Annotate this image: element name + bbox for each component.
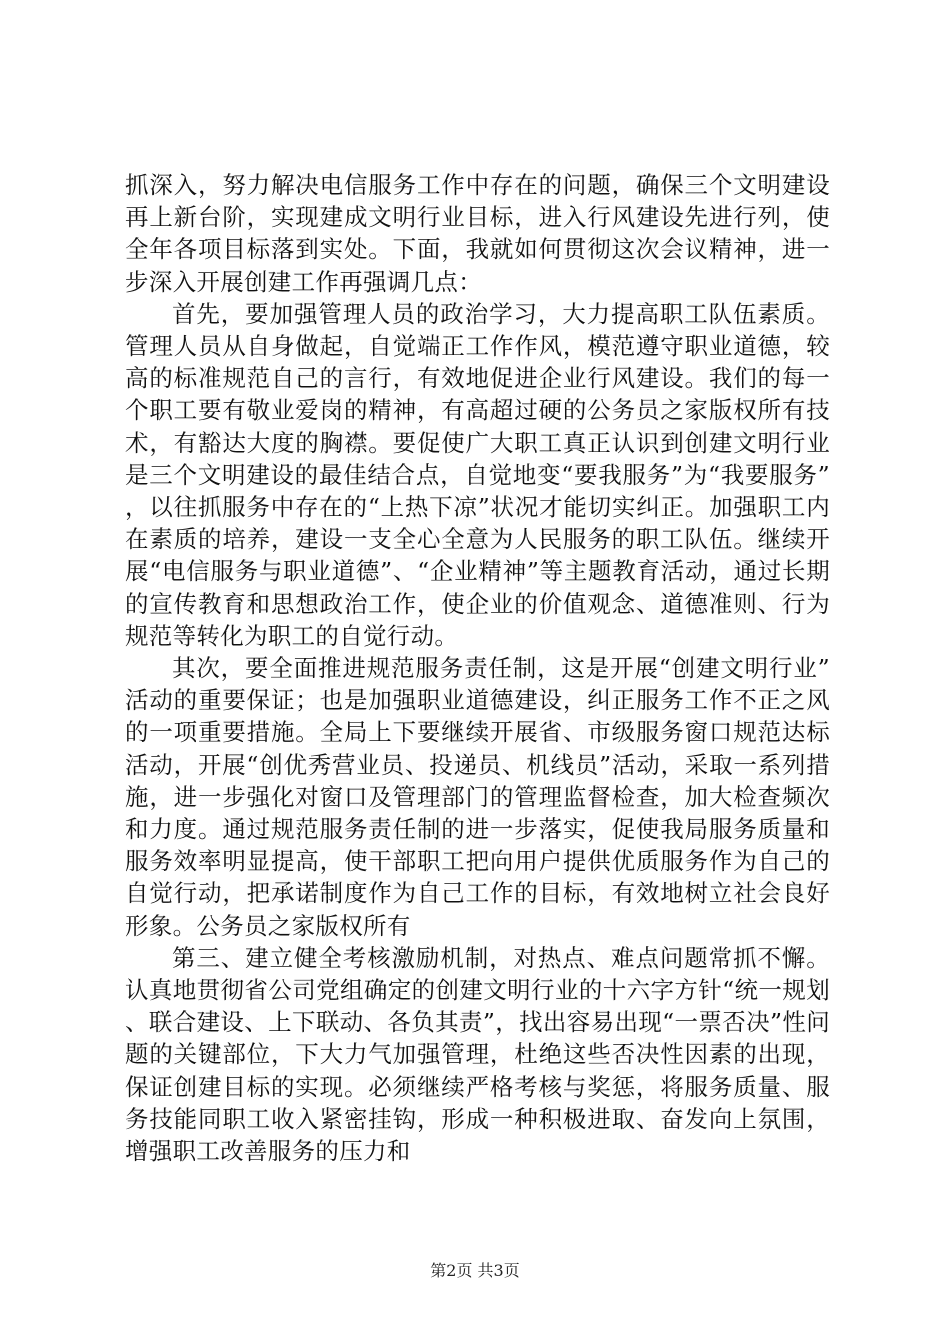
paragraph-second-point: 其次，要全面推进规范服务责任制，这是开展“创建文明行业”活动的重要保证；也是加强职业道德建设，纠正服务工作不正之风的一项重要措施。全局上下要继续开展省、市级服务窗口规范达标活动，开展“创优秀营业员、投递员、机线员”活动，采取一系列措施，进一步强化对窗口及管理部门的管理监督检查，加大检查频次和力度。通过规范服务责任制的进一步落实，促使我局服务质量和服务效率明显提高，使干部职工把向用户提供优质服务作为自己的自觉行动，把承诺制度作为自己工作的目标，有效地树立社会良好形象。公务员之家版权所有 <box>125 654 830 940</box>
paragraph-first-point: 首先，要加强管理人员的政治学习，大力提高职工队伍素质。管理人员从自身做起，自觉端正工作作风，模范遵守职业道德，较高的标准规范自己的言行，有效地促进企业行风建设。我们的每一个职工要有敬业爱岗的精神，有高超过硬的公务员之家版权所有技术，有豁达大度的胸襟。要促使广大职工真正认识到创建文明行业是三个文明建设的最佳结合点，自觉地变“要我服务”为“我要服务”，以往抓服务中存在的“上热下凉”状况才能切实纠正。加强职工内在素质的培养，建设一支全心全意为人民服务的职工队伍。继续开展“电信服务与职业道德”、“企业精神”等主题教育活动，通过长期的宣传教育和思想政治工作，使企业的价值观念、道德准则、行为规范等转化为职工的自觉行动。 <box>125 299 830 650</box>
page-number-footer: 第2页 共3页 <box>430 1261 520 1280</box>
paragraph-third-point: 第三、建立健全考核激励机制，对热点、难点问题常抓不懈。认真地贯彻省公司党组确定的创建文明行业的十六字方针“统一规划、联合建设、上下联动、各负其责”，找出容易出现“一票否决”性问题的关键部位，下大力气加强管理，杜绝这些否决性因素的出现，保证创建目标的实现。必须继续严格考核与奖惩，将服务质量、服务技能同职工收入紧密挂钩，形成一种积极进取、奋发向上氛围，增强职工改善服务的压力和 <box>125 943 830 1166</box>
document-body <box>125 169 830 1167</box>
paragraph-continued: 抓深入，努力解决电信服务工作中存在的问题，确保三个文明建设再上新台阶，实现建成文明行业目标，进入行风建设先进行列，使全年各项目标落到实处。下面，我就如何贯彻这次会议精神，进一步深入开展创建工作再强调几点： <box>125 171 830 296</box>
